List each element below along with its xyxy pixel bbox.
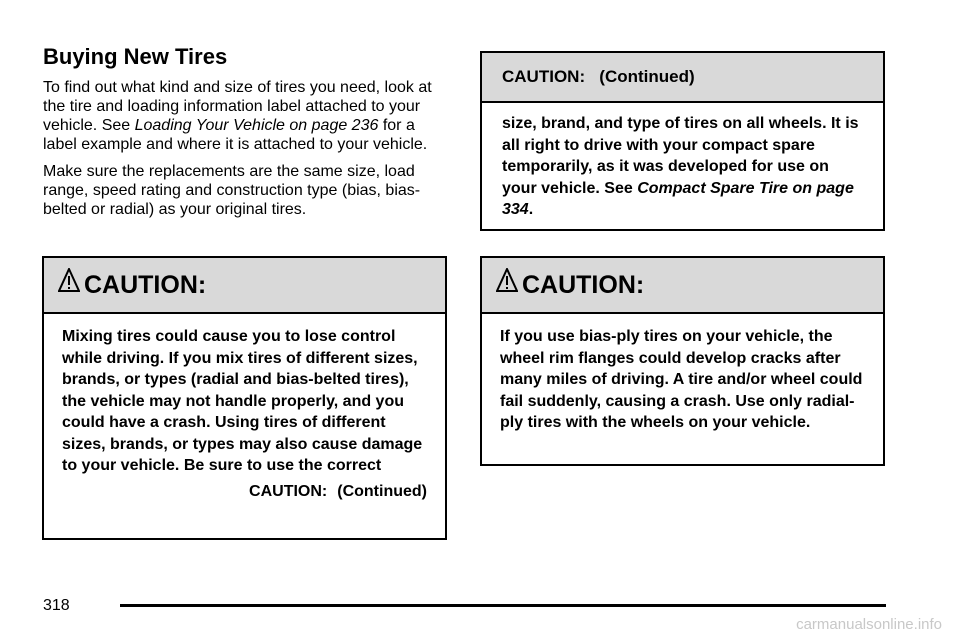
caution-title: CAUTION:	[84, 270, 207, 299]
section-heading: Buying New Tires	[43, 44, 228, 69]
intro-text-a: To find out what kind and size of tires you need, look at the tire and loading information label attached to your vehicle. See	[43, 79, 432, 134]
warning-triangle-icon	[496, 268, 518, 292]
caution-box-continued	[480, 51, 885, 231]
caution-body: If you use bias-ply tires on your vehicle, the wheel rim flanges could develop cracks after many miles of driving. A tire and/or wheel could fail suddenly, causing a crash. Use only radial-ply tires with the wheels on your vehicle.	[500, 328, 863, 431]
loading-reference-link[interactable]: Loading Your Vehicle on page 236	[134, 117, 379, 134]
intro-text-b: for a label example and where it is attached to your vehicle.	[43, 117, 428, 153]
continued-label: (Continued)	[599, 67, 695, 86]
caution-body: Mixing tires could cause you to lose control while driving. If you mix tires of different sizes, brands, or types (radial and bias-belted tires), the vehicle may not handle properly, and you could have a crash. Using tires of different sizes, brands, or types may also cause damage to your vehicle. Be sure to use the correct	[62, 328, 423, 474]
footer-rule	[120, 604, 886, 607]
caution-box-bias-ply	[480, 256, 885, 466]
left-column	[43, 44, 447, 227]
caution-header	[482, 258, 883, 314]
compact-spare-reference-link[interactable]: Compact Spare Tire on page 334	[502, 179, 854, 218]
caution-continued-end: .	[528, 201, 534, 218]
continued-note	[44, 477, 445, 501]
continued-label: (Continued)	[337, 482, 427, 500]
intro-paragraph	[43, 78, 447, 154]
caution-continued-body	[482, 103, 883, 221]
caution-box-mixing-tires	[42, 256, 447, 540]
continued-caution-label: CAUTION:	[249, 482, 328, 500]
caution-title: CAUTION:	[522, 270, 645, 299]
watermark: carmanualsonline.info	[796, 616, 942, 633]
warning-triangle-icon	[58, 268, 80, 292]
replacement-paragraph: Make sure the replacements are the same size, load range, speed rating and construction type (bias, bias-belted or radial) as your original tires.	[43, 163, 421, 218]
caution-header	[44, 258, 445, 314]
caution-continued-title	[502, 67, 695, 87]
page-number: 318	[43, 597, 70, 614]
caution-continued-header	[482, 53, 883, 103]
caution-label: CAUTION:	[502, 67, 586, 86]
caution-continued-text: size, brand, and type of tires on all wheels. It is all right to drive with your compact spare temporarily, as it was developed for use on your vehicle. See	[502, 115, 859, 197]
